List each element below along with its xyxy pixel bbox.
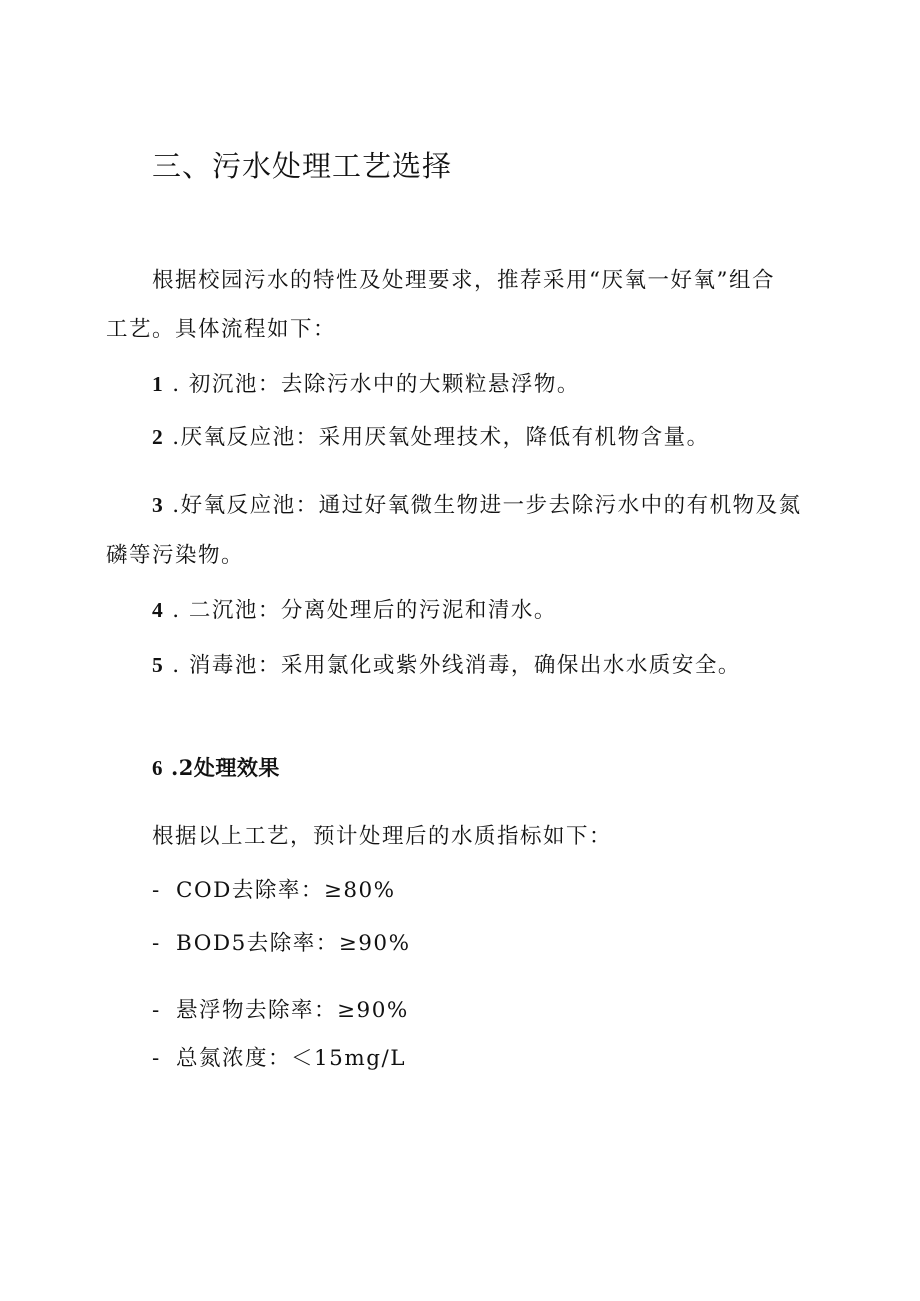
step-number: 3 xyxy=(152,493,165,517)
intro-line-1: 根据校园污水的特性及处理要求，推荐采用“厌氧一好氧”组合 xyxy=(152,268,775,293)
bullet-dash: - xyxy=(152,1046,161,1071)
result-item xyxy=(152,1048,406,1070)
results-intro: 根据以上工艺，预计处理后的水质指标如下： xyxy=(152,824,613,849)
bullet-dash: - xyxy=(152,878,161,903)
result-text: BOD5去除率：≥90% xyxy=(176,931,411,956)
step-2 xyxy=(152,427,710,449)
result-text: 悬浮物去除率：≥90% xyxy=(176,998,409,1023)
subsection-heading xyxy=(152,757,280,779)
step-3-continuation: 磷等污染物。 xyxy=(106,543,245,568)
bullet-dash: - xyxy=(152,998,161,1023)
result-item xyxy=(152,1000,409,1022)
step-4 xyxy=(152,600,557,622)
result-text: COD去除率：≥80% xyxy=(176,878,396,903)
result-item xyxy=(152,933,411,955)
step-number: 2 xyxy=(152,425,165,449)
subsection-title: .2处理效果 xyxy=(171,755,280,780)
step-1 xyxy=(152,374,580,396)
section-heading: 三、污水处理工艺选择 xyxy=(152,149,453,183)
step-text: . 消毒池：采用氯化或紫外线消毒，确保出水水质安全。 xyxy=(172,653,741,678)
step-5 xyxy=(152,655,741,677)
intro-line-2: 工艺。具体流程如下： xyxy=(106,317,337,342)
bullet-dash: - xyxy=(152,931,161,956)
subsection-number: 6 xyxy=(152,756,163,780)
step-3 xyxy=(152,495,802,517)
step-number: 1 xyxy=(152,372,165,396)
step-number: 5 xyxy=(152,653,165,677)
step-text: . 初沉池：去除污水中的大颗粒悬浮物。 xyxy=(172,372,580,397)
result-text: 总氮浓度：＜15mg/L xyxy=(176,1046,407,1071)
result-item xyxy=(152,880,396,902)
step-text: . 二沉池：分离处理后的污泥和清水。 xyxy=(172,598,557,623)
step-text: .好氧反应池：通过好氧微生物进一步去除污水中的有机物及氮 xyxy=(172,493,802,518)
step-number: 4 xyxy=(152,598,165,622)
step-text: .厌氧反应池：采用厌氧处理技术，降低有机物含量。 xyxy=(172,425,710,450)
